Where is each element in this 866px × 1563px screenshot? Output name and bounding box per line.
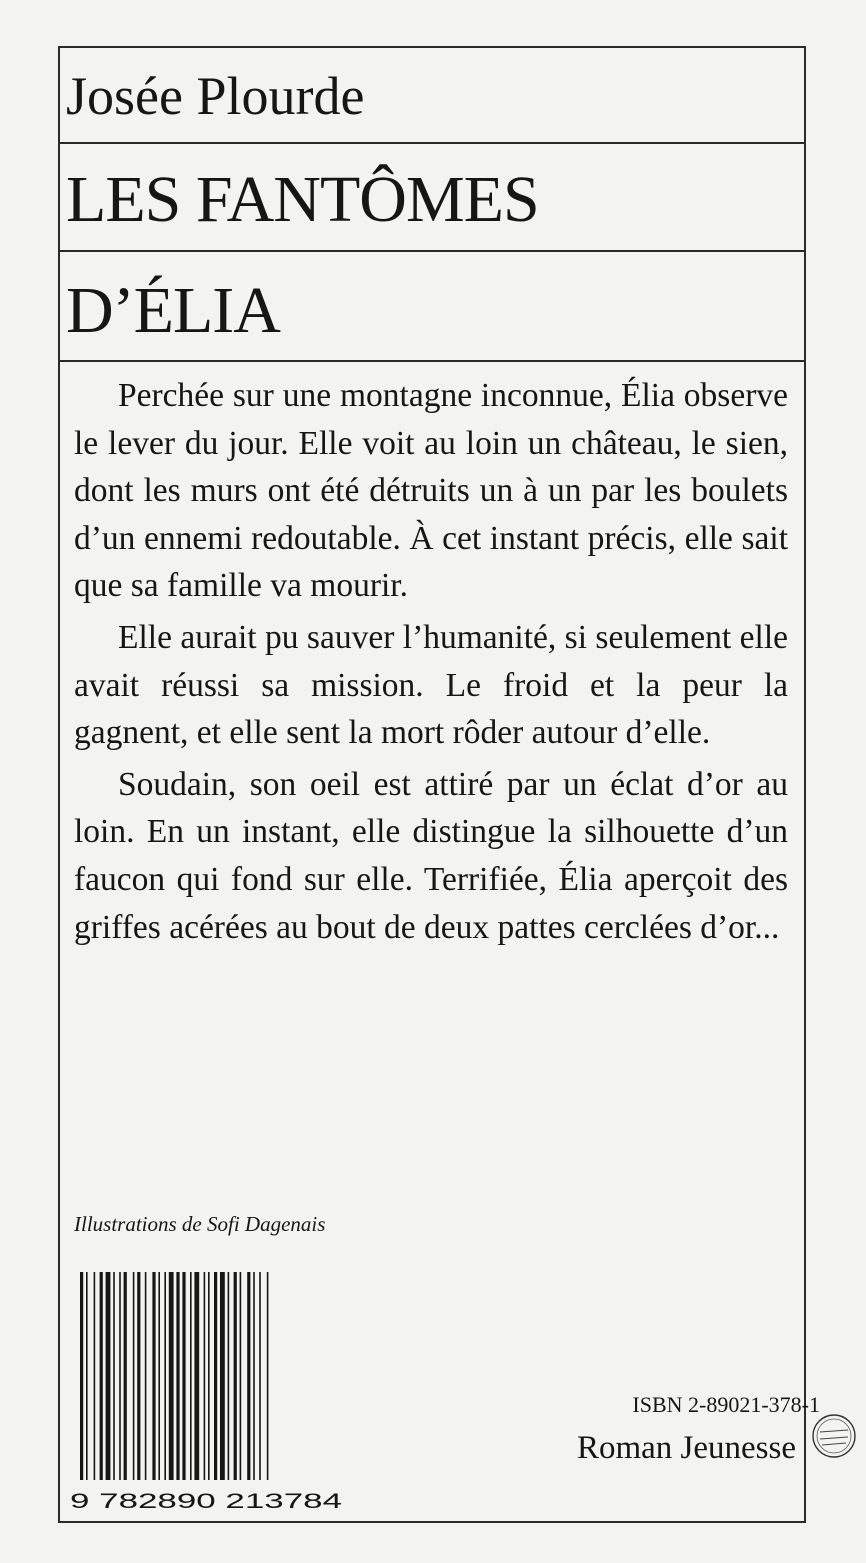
blurb-paragraph-1: Perchée sur une montagne inconnue, Élia observe le lever du jour. Elle voit au loin un château, le sien, dont les murs ont été détruits un à un par les boulets d’un ennemi redoutable. À cet instant précis, elle sait que sa famille va mourir. — [74, 377, 788, 605]
barcode-bar — [176, 1272, 179, 1480]
barcode-bar — [259, 1272, 261, 1480]
title-band-2 — [60, 252, 804, 362]
barcode-bar — [158, 1272, 160, 1480]
title-band-1 — [60, 144, 804, 252]
barcode-bar — [234, 1272, 237, 1480]
barcode-bar — [119, 1272, 121, 1480]
barcode-bar — [267, 1272, 269, 1480]
barcode-bar — [214, 1272, 217, 1480]
imprime-au-canada-seal — [810, 1412, 858, 1460]
barcode — [66, 1270, 346, 1515]
blurb-paragraph-2: Elle aurait pu sauver l’humanité, si seulement elle avait réussi sa mission. Le froid et la peur la gagnent, et elle sent la mort rôder autour d’elle. — [74, 618, 788, 752]
isbn-number: ISBN 2-89021-378-1 — [632, 1392, 820, 1417]
back-cover-blurb — [74, 372, 788, 955]
barcode-bar — [152, 1272, 155, 1480]
author-name: Josée Plourde — [66, 66, 365, 126]
barcode-bar — [253, 1272, 255, 1480]
barcode-bar — [204, 1272, 206, 1480]
barcode-bar — [220, 1272, 225, 1480]
book-title-line-1: LES FANTÔMES — [66, 163, 539, 236]
barcode-bar — [124, 1272, 127, 1480]
barcode-bar — [182, 1272, 185, 1480]
barcode-bar — [106, 1272, 111, 1480]
barcode-bar — [113, 1272, 115, 1480]
barcode-bar — [86, 1272, 88, 1480]
barcode-bar — [164, 1272, 166, 1480]
collection-name: Roman Jeunesse — [576, 1430, 796, 1466]
barcode-bar — [190, 1272, 192, 1480]
barcode-bar — [80, 1272, 83, 1480]
back-cover-frame — [58, 46, 820, 1523]
barcode-bar — [208, 1272, 210, 1480]
barcode-bar — [240, 1272, 242, 1480]
barcode-bar — [137, 1272, 140, 1480]
author-band — [60, 48, 804, 144]
blurb-paragraph-3: Soudain, son oeil est attiré par un éclat d’or au loin. En un instant, elle distingue la silhouette d’un faucon qui fond sur elle. Terrifiée, Élia aperçoit des griffes acérées au bout de deux pattes cerclées d’or... — [74, 765, 788, 946]
barcode-bar — [133, 1272, 135, 1480]
barcode-bar — [169, 1272, 174, 1480]
barcode-bar — [228, 1272, 230, 1480]
barcode-bars — [80, 1272, 268, 1480]
barcode-bar — [247, 1272, 250, 1480]
barcode-digits: 9 782890 213784 — [70, 1490, 343, 1513]
book-title-line-2: D’ÉLIA — [66, 274, 280, 347]
barcode-bar — [94, 1272, 96, 1480]
barcode-bar — [194, 1272, 199, 1480]
barcode-bar — [145, 1272, 147, 1480]
illustrator-credit: Illustrations de Sofi Dagenais — [74, 1212, 326, 1236]
barcode-bar — [100, 1272, 103, 1480]
